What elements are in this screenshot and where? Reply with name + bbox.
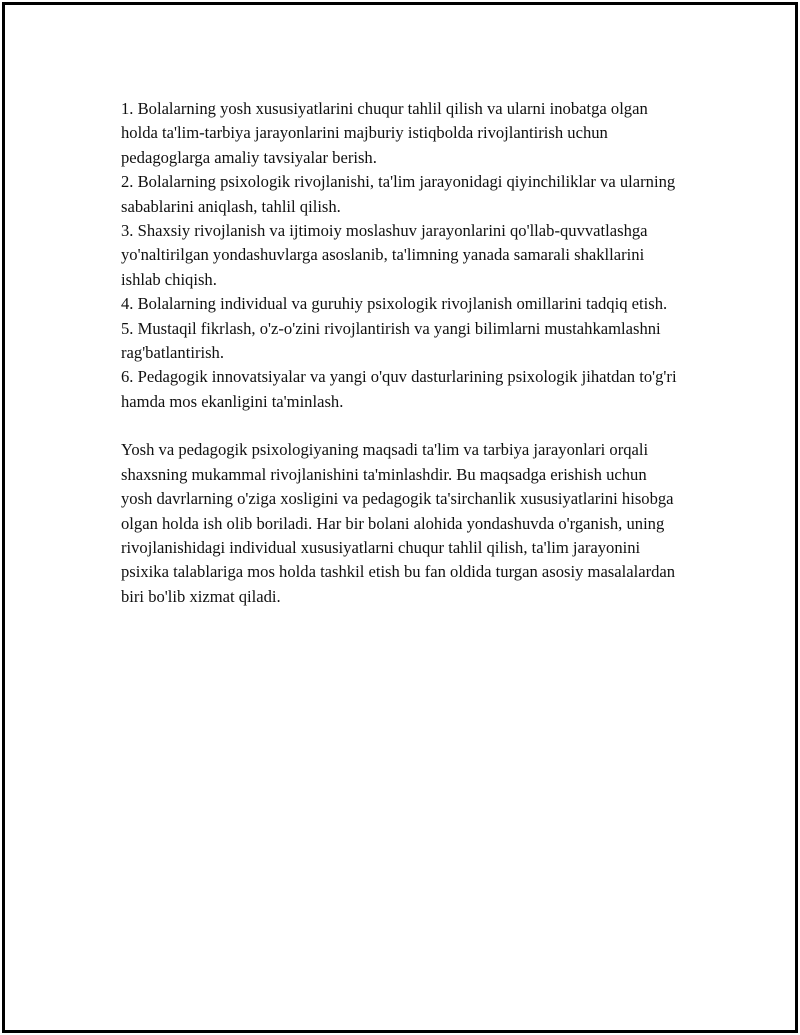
page-frame <box>2 2 798 1033</box>
list-item: 1. Bolalarning yosh xususiyatlarini chuqur tahlil qilish va ularni inobatga olgan holda ta'lim-tarbiya jarayonlarini majburiy istiqbolda rivojlantirish uchun pedagoglarga amaliy tavsiyalar berish. <box>121 99 648 167</box>
list-item: 6. Pedagogik innovatsiyalar va yangi o'quv dasturlarining psixologik jihatdan to'g'ri hamda mos ekanligini ta'minlash. <box>121 367 677 411</box>
list-item: 4. Bolalarning individual va guruhiy psixologik rivojlanish omillarini tadqiq etish. <box>121 294 668 314</box>
list-item: 3. Shaxsiy rivojlanish va ijtimoiy moslashuv jarayonlarini qo'llab-quvvatlashga yo'naltirilgan yondashuvlarga asoslanib, ta'limning yanada samarali shakllarini ishlab chiqish. <box>121 221 648 289</box>
list-item: 5. Mustaqil fikrlash, o'z-o'zini rivojlantirish va yangi bilimlarni mustahkamlashni rag'batlantirish. <box>121 318 661 363</box>
body-paragraph: Yosh va pedagogik psixologiyaning maqsadi ta'lim va tarbiya jarayonlari orqali shaxsning mukammal rivojlanishini ta'minlashdir. Bu maqsadga erishish uchun yosh davrlarning o'ziga xosligini va pedagogik ta'sirchanlik xususiyatlarini hisobga olgan holda ish olib boriladi. Har bir bolani alohida yondashuvda o'rganish, uning rivojlanishidagi individual xususiyatlarni chuqur tahlil qilish, ta'lim jarayonini psixika talablariga mos holda tashkil etish bu fan oldida turgan asosiy masalalardan biri bo'lib xizmat qiladi. <box>121 440 676 606</box>
list-item: 2. Bolalarning psixologik rivojlanishi, ta'lim jarayonidagi qiyinchiliklar va ularning sabablarini aniqlash, tahlil qilish. <box>121 172 676 216</box>
document-body <box>121 97 681 609</box>
